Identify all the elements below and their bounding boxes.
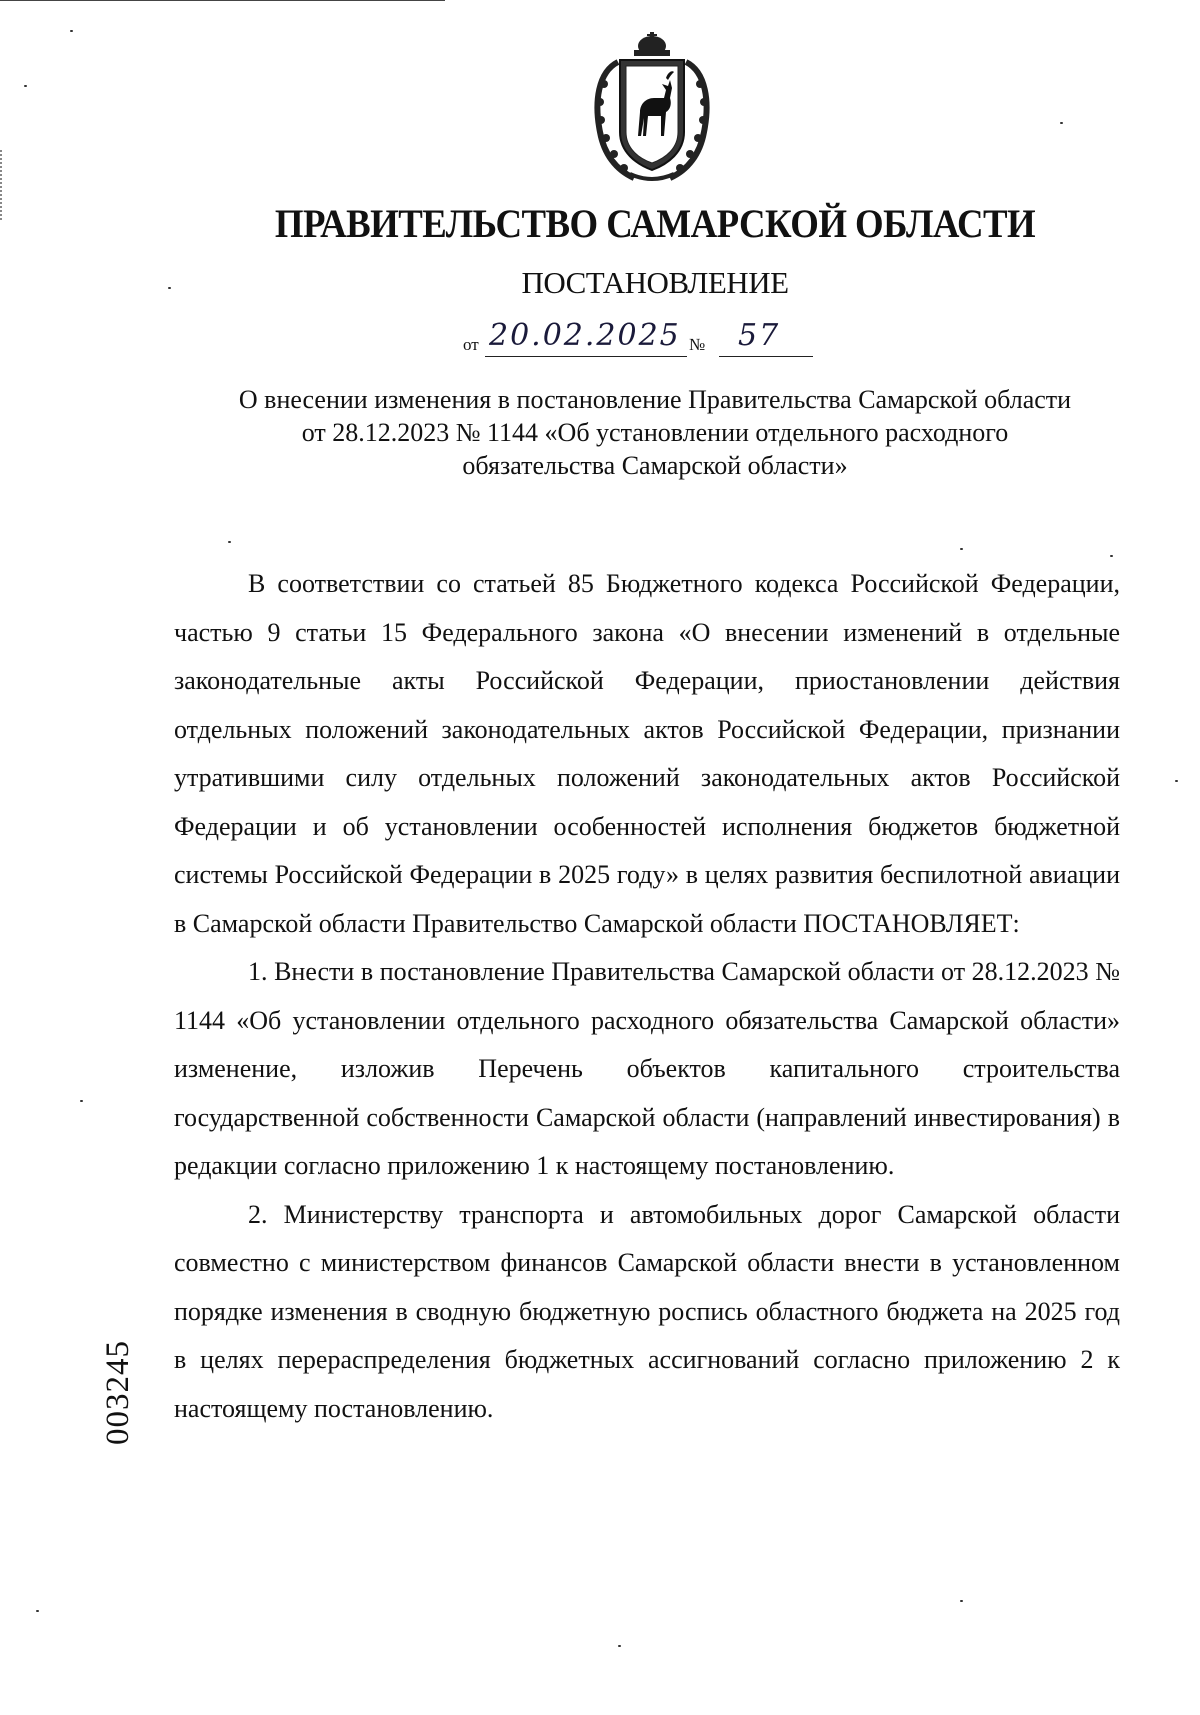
clause-1-paragraph: 1. Внести в постановление Правительства Самарской области от 28.12.2023 № 1144 «Об установлении отдельного расходного обязательства Самарской области» изменение, изложив Перечень объектов капитального строительства государственной собственности Самарской области (направлений инвестирования) в редакции согласно приложению 1 к настоящему постановлению. (174, 957, 1120, 1180)
document-type: ПОСТАНОВЛЕНИЕ (521, 265, 789, 300)
handwritten-date: 20.02.2025 (489, 318, 681, 353)
scan-speck (960, 1600, 963, 1602)
scan-speck (70, 30, 73, 32)
date-underline (485, 356, 687, 357)
clause-2-paragraph: 2. Министерству транспорта и автомобильных дорог Самарской области совместно с министерством финансов Самарской области внести в установленном порядке изменения в сводную бюджетную роспись областного бюджета на 2025 год в целях перераспределения бюджетных ассигнований согласно приложению 2 к настоящему постановлению. (174, 1199, 1120, 1423)
document-date-number (463, 318, 863, 362)
samara-coat-of-arms-icon (590, 32, 714, 184)
document-body (174, 560, 1120, 1433)
handwritten-number: 57 (738, 318, 781, 353)
scan-speck (1110, 555, 1113, 557)
number-underline (719, 356, 813, 357)
scan-speck (1175, 780, 1178, 782)
scan-speck (618, 1645, 621, 1647)
scan-edge-dots (0, 150, 4, 220)
subject-line: О внесении изменения в постановление Правительства Самарской области (238, 385, 1072, 414)
scan-speck (80, 1100, 83, 1102)
document-subject (180, 383, 1130, 482)
scan-edge-line (0, 0, 445, 1)
preamble-paragraph: В соответствии со статьей 85 Бюджетного кодекса Российской Федерации, частью 9 статьи 15 Федерального закона «О внесении изменений в отдельные законодательные акты Российской Федерации, приостановлении действия отдельных положений законодательных актов Российской Федерации, признании утратившими силу отдельных положений законодательных актов Российской Федерации и об установлении особенностей исполнения бюджетов бюджетной системы Российской Федерации в 2025 году» в целях развития беспилотной авиации в Самарской области Правительство Самарской области ПОСТАНОВЛЯЕТ: (174, 569, 1120, 938)
scan-speck (36, 1610, 39, 1612)
government-title: ПРАВИТЕЛЬСТВО САМАРСКОЙ ОБЛАСТИ (274, 201, 1036, 246)
number-prefix: № (689, 335, 706, 354)
scan-speck (960, 548, 963, 550)
scan-speck (228, 541, 231, 543)
subject-line: от 28.12.2023 № 1144 «Об установлении отдельного расходного (301, 418, 1009, 447)
subject-line: обязательства Самарской области» (462, 451, 848, 480)
side-serial-number: 003245 (100, 1340, 136, 1445)
date-prefix: от (463, 335, 479, 354)
scan-speck (24, 85, 27, 87)
scan-speck (1060, 122, 1063, 124)
